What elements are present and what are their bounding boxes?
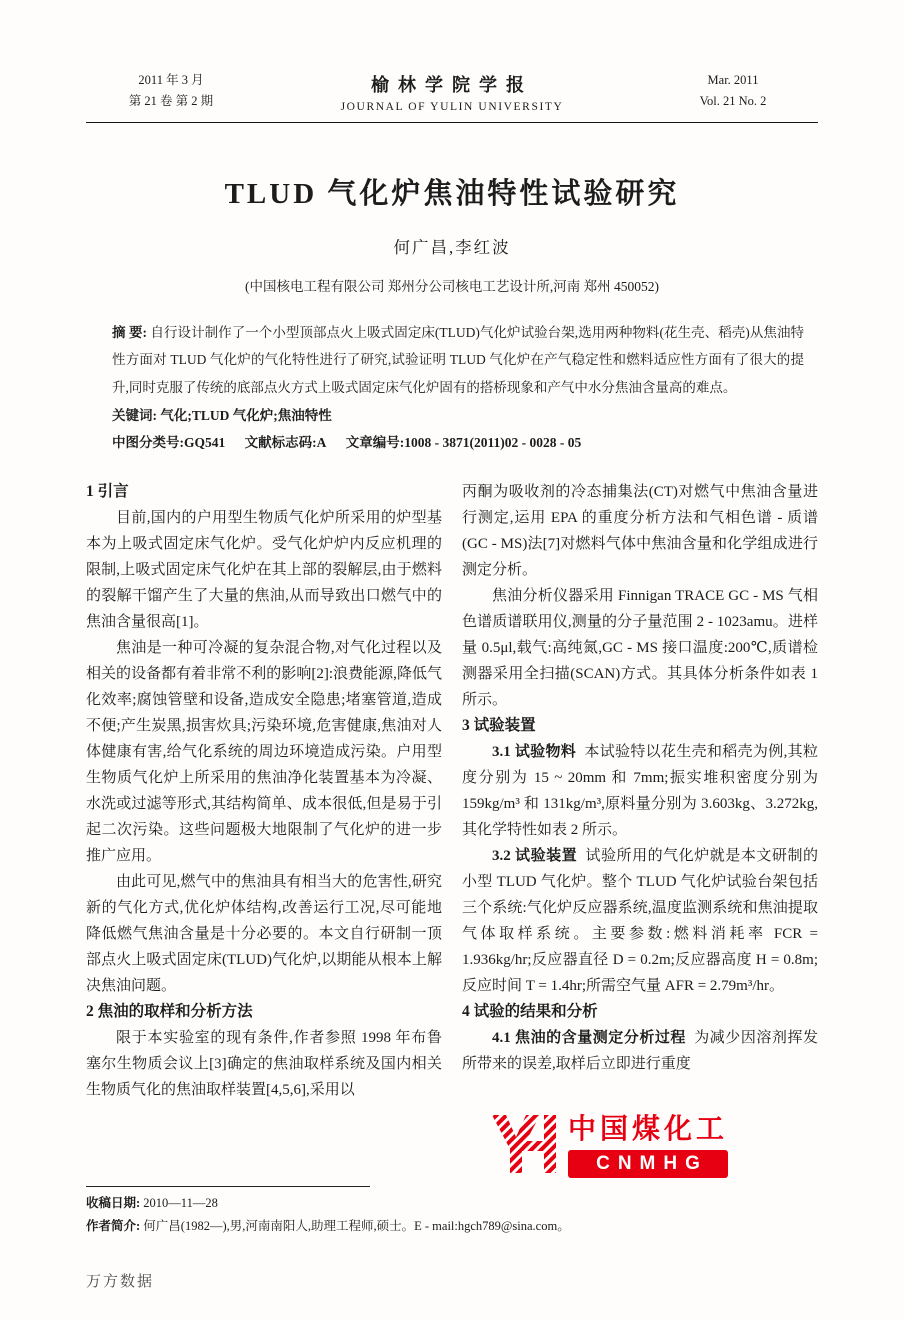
subsection-3-1-label: 3.1 试验物料 <box>492 743 577 760</box>
article-affiliation: (中国核电工程有限公司 郑州分公司核电工艺设计所,河南 郑州 450052) <box>245 278 659 294</box>
classification-line <box>112 429 804 457</box>
journal-name-en: JOURNAL OF YULIN UNIVERSITY <box>340 100 564 113</box>
paragraph: 由此可见,燃气中的焦油具有相当大的危害性,研究新的气化方式,优化炉体结构,改善运行工况,尽可能地降低燃气焦油含量是十分必要的。本文自行研制一顶部点火上吸式固定床(TLUD)气化炉,以期能从根本上解决焦油问题。 <box>86 873 442 994</box>
article-id: 文章编号:1008 - 3871(2011)02 - 0028 - 05 <box>345 435 582 451</box>
watermark-text-en: CNMHG <box>568 1150 728 1178</box>
subsection-3-2-label: 3.2 试验装置 <box>492 847 578 864</box>
section-1-heading: 1 引言 <box>86 482 129 500</box>
paragraph <box>462 739 818 843</box>
document-code: 文献标志码:A <box>244 435 327 451</box>
header-volume-cn: 第 21 卷 第 2 期 <box>128 94 214 109</box>
journal-name-cn: 榆林学院学报 <box>371 74 533 95</box>
author-bio <box>86 1215 818 1238</box>
header-issue-block-cn <box>86 70 256 113</box>
paragraph: 焦油分析仪器采用 Finnigan TRACE GC - MS 气相色谱质谱联用仪,测量的分子量范围 2 - 1023amu。进样量 0.5μl,载气:高纯氮,GC - MS 接口温度:200℃,质谱检测器采用全扫描(SCAN)方式。其具体分析条件如表 1 所示。 <box>462 587 818 708</box>
author-bio-label: 作者简介: <box>86 1218 141 1233</box>
abstract <box>112 319 804 402</box>
subsection-4-1-text: 为减少因溶剂挥发所带来的误差,取样后立即进行重度 <box>462 1029 818 1072</box>
subsection-3-1-text: 本试验特以花生壳和稻壳为例,其粒度分别为 15 ~ 20mm 和 7mm;振实堆积密度分别为 159kg/m³ 和 131kg/m³,原料量分别为 3.603kg、3.272kg,其化学特性如表 2 所示。 <box>462 743 818 838</box>
watermark-text-block <box>568 1107 728 1178</box>
header-volume-en: Vol. 21 No. 2 <box>699 94 767 109</box>
received-date-label: 收稿日期: <box>86 1196 141 1210</box>
cnmhg-watermark <box>480 1104 736 1181</box>
article-meta <box>112 319 804 457</box>
header-issue-block-en <box>648 70 818 113</box>
wanfang-watermark: 万方数据 <box>86 1274 155 1290</box>
paragraph: 限于本实验室的现有条件,作者参照 1998 年布鲁塞尔生物质会议上[3]确定的焦油取样系统及国内相关生物质气化的焦油取样装置[4,5,6],采用以 <box>86 1029 442 1098</box>
footnotes <box>86 1186 818 1237</box>
article-authors: 何广昌,李红波 <box>393 237 511 257</box>
header-date-en: Mar. 2011 <box>707 73 759 87</box>
article-body <box>86 479 818 1169</box>
section-2-heading: 2 焦油的取样和分析方法 <box>86 1002 253 1020</box>
received-date <box>86 1192 818 1215</box>
paragraph: 目前,国内的户用型生物质气化炉所采用的炉型基本为上吸式固定床气化炉。受气化炉炉内反应机理的限制,上吸式固定床气化炉在其上部的裂解层,由于燃料的裂解干馏产生了大量的焦油,从而导致出口燃气中的焦油含量很高[1]。 <box>86 509 442 630</box>
watermark-text-cn: 中国煤化工 <box>568 1113 729 1144</box>
section-4-heading: 4 试验的结果和分析 <box>462 1002 598 1020</box>
subsection-4-1-label: 4.1 焦油的含量测定分析过程 <box>492 1029 686 1046</box>
keywords <box>112 402 804 430</box>
left-column <box>86 479 442 1169</box>
keywords-label: 关键词: <box>112 407 157 423</box>
cnmhg-logo-icon <box>488 1111 560 1175</box>
clc-number: 中图分类号:GQ541 <box>112 435 226 451</box>
paragraph: 焦油是一种可冷凝的复杂混合物,对气化过程以及相关的设备都有着非常不利的影响[2]:浪费能源,降低气化效率;腐蚀管壁和设备,造成安全隐患;堵塞管道,造成不便;产生炭黑,损害炊具;污染环境,危害健康,焦油对人体健康有害,给气化系统的周边环境造成污染。户用型生物质气化炉上所采用的焦油净化装置基本为冷凝、水洗或过滤等形式,其结构简单、成本很低,但是易于引起二次污染。这些问题极大地限制了气化炉的进一步推广应用。 <box>86 639 442 864</box>
author-bio-value: 何广昌(1982—),男,河南南阳人,助理工程师,硕士。E - mail:hgch789@sina.com。 <box>143 1218 570 1233</box>
journal-name-block <box>256 71 648 113</box>
header-rule <box>86 122 818 123</box>
article-title: TLUD 气化炉焦油特性试验研究 <box>224 177 680 210</box>
right-column <box>462 479 818 1169</box>
footnote-rule <box>86 1186 370 1187</box>
abstract-label: 摘 要: <box>112 324 148 340</box>
keywords-text: 气化;TLUD 气化炉;焦油特性 <box>160 407 332 423</box>
paragraph: 丙酮为吸收剂的冷态捕集法(CT)对燃气中焦油含量进行测定,运用 EPA 的重度分析方法和气相色谱 - 质谱(GC - MS)法[7]对燃料气体中焦油含量和化学组成进行测定分析。 <box>462 483 818 578</box>
abstract-text: 自行设计制作了一个小型顶部点火上吸式固定床(TLUD)气化炉试验台架,选用两种物料(花生壳、稻壳)从焦油特性方面对 TLUD 气化炉的气化特性进行了研究,试验证明 TLUD 气化炉在产气稳定性和燃料适应性方面有了很大的提升,同时克服了传统的底部点火方式上吸式固定床气化炉固有的搭桥现象和产气中水分焦油含量高的难点。 <box>112 324 804 395</box>
subsection-3-2-text: 试验所用的气化炉就是本文研制的小型 TLUD 气化炉。整个 TLUD 气化炉试验台架包括三个系统:气化炉反应器系统,温度监测系统和焦油提取气体取样系统。主要参数:燃料消耗率 FCR = 1.936kg/hr;反应器直径 D = 0.2m;反应器高度 H = 0.8m;反应时间 T = 1.4hr;所需空气量 AFR = 2.79m³/hr。 <box>462 847 818 994</box>
paragraph <box>462 843 818 999</box>
header-date-cn: 2011 年 3 月 <box>138 73 204 87</box>
paragraph <box>462 1025 818 1077</box>
journal-header <box>0 0 904 113</box>
section-3-heading: 3 试验装置 <box>462 716 536 734</box>
received-date-value: 2010—11—28 <box>143 1196 218 1210</box>
